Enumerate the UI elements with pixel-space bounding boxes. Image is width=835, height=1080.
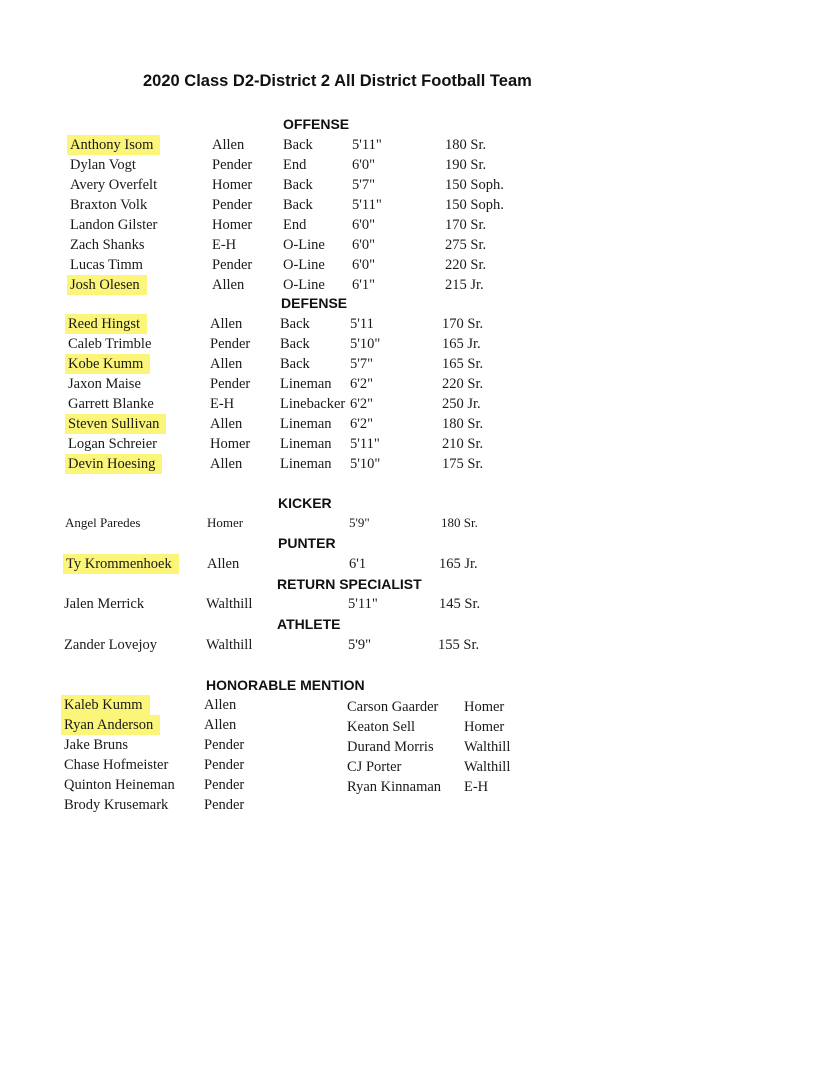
- punter-row: [0, 554, 835, 574]
- player-name: Ryan Kinnaman: [347, 779, 442, 795]
- player-height: 5'7": [352, 177, 376, 193]
- player-name: Anthony Isom: [67, 135, 160, 155]
- player-position: Lineman: [280, 416, 332, 432]
- defense-row: [0, 314, 835, 334]
- player-school: Pender: [212, 157, 253, 173]
- player-height: 6'0": [352, 217, 376, 233]
- defense-heading: DEFENSE: [281, 295, 348, 311]
- player-name: Braxton Volk: [70, 197, 148, 213]
- player-weight-class: 150 Soph.: [445, 197, 504, 213]
- player-name: Jalen Merrick: [64, 596, 145, 612]
- player-school: Pender: [204, 737, 245, 753]
- return-specialist-heading: RETURN SPECIALIST: [277, 576, 422, 592]
- player-school: Walthill: [206, 596, 253, 612]
- player-position: O-Line: [283, 277, 325, 293]
- player-weight-class: 220 Sr.: [442, 376, 484, 392]
- player-name: Angel Paredes: [65, 515, 141, 530]
- player-height: 5'11": [352, 197, 382, 213]
- player-school: Homer: [210, 436, 251, 452]
- player-height: 5'9": [349, 515, 370, 530]
- player-name: Avery Overfelt: [70, 177, 158, 193]
- player-weight-class: 215 Jr.: [445, 277, 484, 293]
- player-position: Back: [283, 137, 313, 153]
- player-height: 6'0": [352, 157, 376, 173]
- player-position: Lineman: [280, 436, 332, 452]
- player-school: Allen: [210, 456, 243, 472]
- player-position: Back: [280, 356, 310, 372]
- player-position: O-Line: [283, 237, 325, 253]
- player-height: 5'11": [348, 596, 378, 612]
- player-school: Allen: [212, 137, 245, 153]
- offense-row: [0, 195, 835, 215]
- player-position: Back: [283, 197, 313, 213]
- player-name: Kaleb Kumm: [61, 695, 150, 715]
- player-school: Pender: [204, 797, 245, 813]
- player-weight-class: 165 Jr.: [442, 336, 481, 352]
- player-height: 6'2": [350, 396, 374, 412]
- offense-row: [0, 215, 835, 235]
- kicker-heading: KICKER: [278, 495, 332, 511]
- player-school: Homer: [212, 177, 253, 193]
- player-weight-class: 165 Sr.: [442, 356, 484, 372]
- player-position: Back: [280, 336, 310, 352]
- honorable-mention-right-row: [0, 777, 835, 797]
- player-school: Walthill: [464, 759, 511, 775]
- return_specialist-row: [0, 594, 835, 614]
- player-school: Pender: [210, 376, 251, 392]
- player-school: Walthill: [206, 637, 253, 653]
- honorable-mention-heading: HONORABLE MENTION: [206, 677, 365, 693]
- player-name: Ryan Anderson: [61, 715, 160, 735]
- player-weight-class: 170 Sr.: [442, 316, 484, 332]
- player-position: End: [283, 217, 307, 233]
- offense-row: [0, 235, 835, 255]
- player-name: Keaton Sell: [347, 719, 416, 735]
- player-weight-class: 250 Jr.: [442, 396, 481, 412]
- player-height: 6'1": [352, 277, 376, 293]
- offense-row: [0, 175, 835, 195]
- player-name: Devin Hoesing: [65, 454, 162, 474]
- player-name: Zach Shanks: [70, 237, 145, 253]
- defense-row: [0, 394, 835, 414]
- player-name: Brody Krusemark: [64, 797, 169, 813]
- offense-row: [0, 135, 835, 155]
- offense-row: [0, 275, 835, 295]
- player-position: Back: [283, 177, 313, 193]
- player-school: Homer: [212, 217, 253, 233]
- player-name: CJ Porter: [347, 759, 402, 775]
- defense-row: [0, 374, 835, 394]
- player-name: Landon Gilster: [70, 217, 158, 233]
- defense-row: [0, 354, 835, 374]
- player-weight-class: 155 Sr.: [438, 637, 480, 653]
- player-name: Jake Bruns: [64, 737, 129, 753]
- player-school: Allen: [207, 556, 240, 572]
- player-position: Linebacker: [280, 396, 346, 412]
- player-weight-class: 220 Sr.: [445, 257, 487, 273]
- player-school: Pender: [204, 757, 245, 773]
- punter-heading: PUNTER: [278, 535, 336, 551]
- player-height: 5'11": [350, 436, 380, 452]
- player-name: Garrett Blanke: [68, 396, 154, 412]
- player-weight-class: 170 Sr.: [445, 217, 487, 233]
- player-school: Allen: [212, 277, 245, 293]
- player-height: 5'11: [350, 316, 374, 332]
- player-weight-class: 175 Sr.: [442, 456, 484, 472]
- player-weight-class: 180 Sr.: [441, 515, 478, 530]
- player-school: Allen: [210, 416, 243, 432]
- player-school: Pender: [212, 197, 253, 213]
- honorable-mention-left-row: [0, 795, 835, 815]
- honorable-mention-right-row: [0, 737, 835, 757]
- player-height: 6'0": [352, 257, 376, 273]
- player-name: Zander Lovejoy: [64, 637, 158, 653]
- kicker-row: [0, 513, 835, 533]
- player-school: Homer: [464, 699, 505, 715]
- player-name: Josh Olesen: [67, 275, 147, 295]
- player-height: 5'10": [350, 336, 381, 352]
- player-school: Homer: [207, 515, 244, 530]
- player-name: Durand Morris: [347, 739, 434, 755]
- player-weight-class: 145 Sr.: [439, 596, 481, 612]
- player-school: Pender: [210, 336, 251, 352]
- player-school: Pender: [212, 257, 253, 273]
- player-position: Lineman: [280, 456, 332, 472]
- player-weight-class: 150 Soph.: [445, 177, 504, 193]
- player-position: O-Line: [283, 257, 325, 273]
- player-weight-class: 180 Sr.: [442, 416, 484, 432]
- defense-row: [0, 434, 835, 454]
- player-height: 6'2": [350, 376, 374, 392]
- player-height: 5'10": [350, 456, 381, 472]
- player-height: 6'1: [349, 556, 367, 572]
- player-height: 6'0": [352, 237, 376, 253]
- player-school: Walthill: [464, 739, 511, 755]
- player-name: Jaxon Maise: [68, 376, 141, 392]
- player-height: 5'11": [352, 137, 382, 153]
- athlete-heading: ATHLETE: [277, 616, 341, 632]
- player-name: Lucas Timm: [70, 257, 143, 273]
- player-name: Carson Gaarder: [347, 699, 439, 715]
- player-school: E-H: [210, 396, 235, 412]
- defense-row: [0, 454, 835, 474]
- player-name: Ty Krommenhoek: [63, 554, 179, 574]
- player-school: E-H: [464, 779, 489, 795]
- player-height: 6'2": [350, 416, 374, 432]
- page-title: 2020 Class D2-District 2 All District Football Team: [143, 72, 532, 90]
- defense-row: [0, 414, 835, 434]
- player-weight-class: 180 Sr.: [445, 137, 487, 153]
- player-name: Reed Hingst: [65, 314, 147, 334]
- player-name: Logan Schreier: [68, 436, 157, 452]
- player-height: 5'7": [350, 356, 374, 372]
- player-name: Steven Sullivan: [65, 414, 166, 434]
- athlete-row: [0, 635, 835, 655]
- player-school: Allen: [204, 717, 237, 733]
- defense-row: [0, 334, 835, 354]
- player-position: Back: [280, 316, 310, 332]
- player-name: Chase Hofmeister: [64, 757, 169, 773]
- player-weight-class: 165 Jr.: [439, 556, 478, 572]
- offense-row: [0, 255, 835, 275]
- player-school: Allen: [204, 697, 237, 713]
- player-weight-class: 190 Sr.: [445, 157, 487, 173]
- player-name: Dylan Vogt: [70, 157, 136, 173]
- honorable-mention-right-row: [0, 697, 835, 717]
- player-name: Caleb Trimble: [68, 336, 152, 352]
- player-name: Quinton Heineman: [64, 777, 175, 793]
- player-position: End: [283, 157, 307, 173]
- player-school: Allen: [210, 356, 243, 372]
- player-position: Lineman: [280, 376, 332, 392]
- honorable-mention-right-row: [0, 717, 835, 737]
- honorable-mention-right-row: [0, 757, 835, 777]
- player-weight-class: 275 Sr.: [445, 237, 487, 253]
- offense-heading: OFFENSE: [283, 116, 350, 132]
- player-weight-class: 210 Sr.: [442, 436, 484, 452]
- offense-row: [0, 155, 835, 175]
- player-school: Homer: [464, 719, 505, 735]
- player-school: Pender: [204, 777, 245, 793]
- player-height: 5'9": [348, 637, 372, 653]
- player-school: E-H: [212, 237, 237, 253]
- player-name: Kobe Kumm: [65, 354, 150, 374]
- player-school: Allen: [210, 316, 243, 332]
